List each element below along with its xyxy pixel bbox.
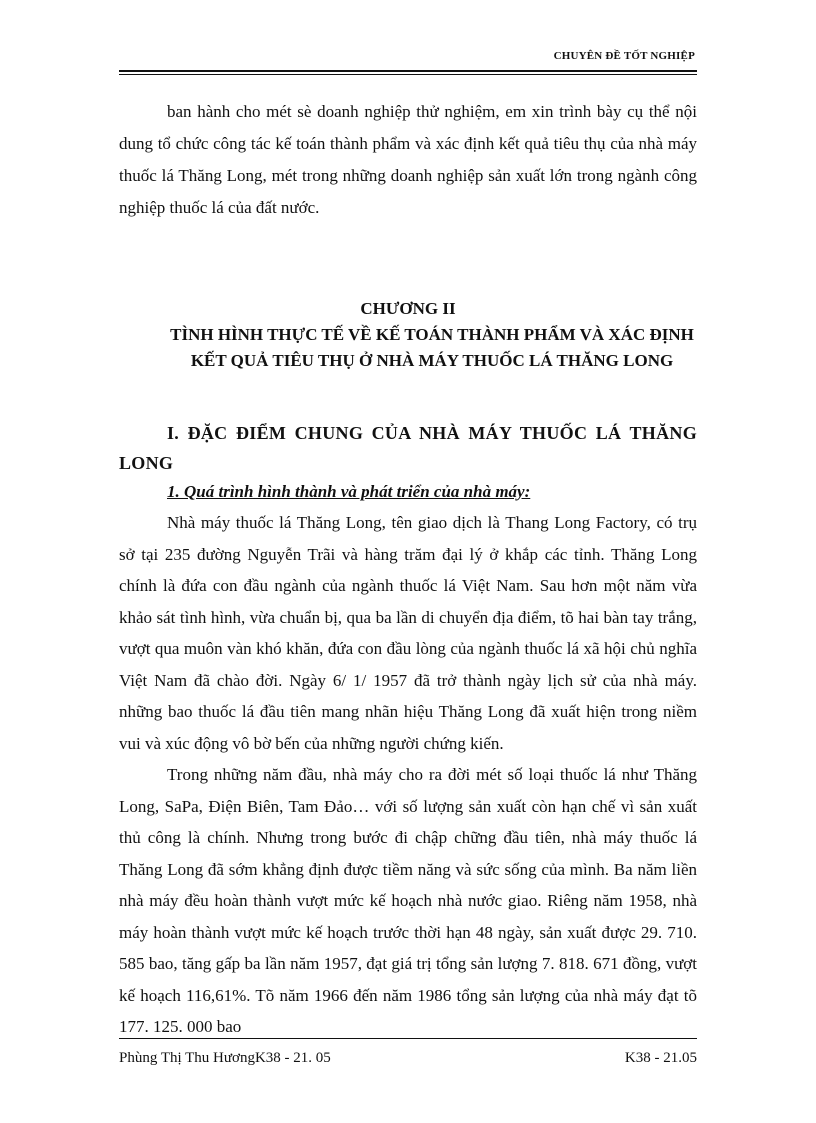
running-header: CHUYÊN ĐỀ TỐT NGHIỆP [553,50,695,62]
chapter-title: TÌNH HÌNH THỰC TẾ VỀ KẾ TOÁN THÀNH PHẨM VÀ XÁC ĐỊNH KẾT QUẢ TIÊU THỤ Ở NHÀ MÁY THUỐC LÁ THĂNG LONG [170,325,694,370]
subsection-heading: 1. Quá trình hình thành và phát triển của nhà máy: [167,482,531,501]
section-heading: I. ĐẶC ĐIỂM CHUNG CỦA NHÀ MÁY THUỐC LÁ THĂNG LONG [119,423,697,473]
footer-author: Phùng Thị Thu HươngK38 - 21. 05 [119,1050,331,1066]
chapter-heading-block [119,296,697,374]
header-divider [119,70,697,72]
footer-class-code: K38 - 21.05 [624,1050,697,1066]
intro-paragraph: ban hành cho mét sè doanh nghiệp thử nghiệm, em xin trình bày cụ thể nội dung tổ chức công tác kế toán thành phẩm và xác định kết quả tiêu thụ của nhà máy thuốc lá Thăng Long, mét trong những doanh nghiệp sản xuất lớn trong ngành công nghiệp thuốc lá của đất nước. [119,102,697,217]
chapter-number: CHƯƠNG II [360,299,456,318]
body-paragraph-1: Nhà máy thuốc lá Thăng Long, tên giao dịch là Thang Long Factory, có trụ sở tại 235 đường Nguyễn Trãi và hàng trăm đại lý ở khắp các tỉnh. Thăng Long chính là đứa con đầu ngành của ngành thuốc lá Việt Nam. Sau hơn một năm vừa khảo sát tình hình, vừa chuẩn bị, qua ba lần di chuyển địa điểm, tõ hai bàn tay trắng, vượt qua muôn vàn khó khăn, đứa con đầu lòng của ngành thuốc lá xã hội chủ nghĩa Việt Nam đã chào đời. Ngày 6/ 1/ 1957 đã trở thành ngày lịch sử của nhà máy. những bao thuốc lá đầu tiên mang nhãn hiệu Thăng Long đã xuất hiện trong niềm vui và xúc động vô bờ bến của những người chứng kiến. [119,513,697,753]
body-paragraph-2: Trong những năm đầu, nhà máy cho ra đời mét số loại thuốc lá như Thăng Long, SaPa, Điện Biên, Tam Đảo… với số lượng sản xuất còn hạn chế vì sản xuất thủ công là chính. Nhưng trong bước đi chập chững đầu tiên, nhà máy thuốc lá Thăng Long đã sớm khẳng định được tiềm năng và sức sống của mình. Ba năm liền nhà máy đều hoàn thành vượt mức kế hoạch nhà nước giao. Riêng năm 1958, nhà máy hoàn thành vượt mức kế hoạch trước thời hạn 48 ngày, sản xuất được 29. 710. 585 bao, tăng gấp ba lần năm 1957, đạt giá trị tổng sản lượng 7. 818. 671 đồng, vượt kế hoạch 116,61%. Tõ năm 1966 đến năm 1986 tổng sản lượng của nhà máy đạt tõ 177. 125. 000 bao [119,765,697,1036]
footer-divider [119,1038,697,1039]
body-text [119,507,697,1043]
